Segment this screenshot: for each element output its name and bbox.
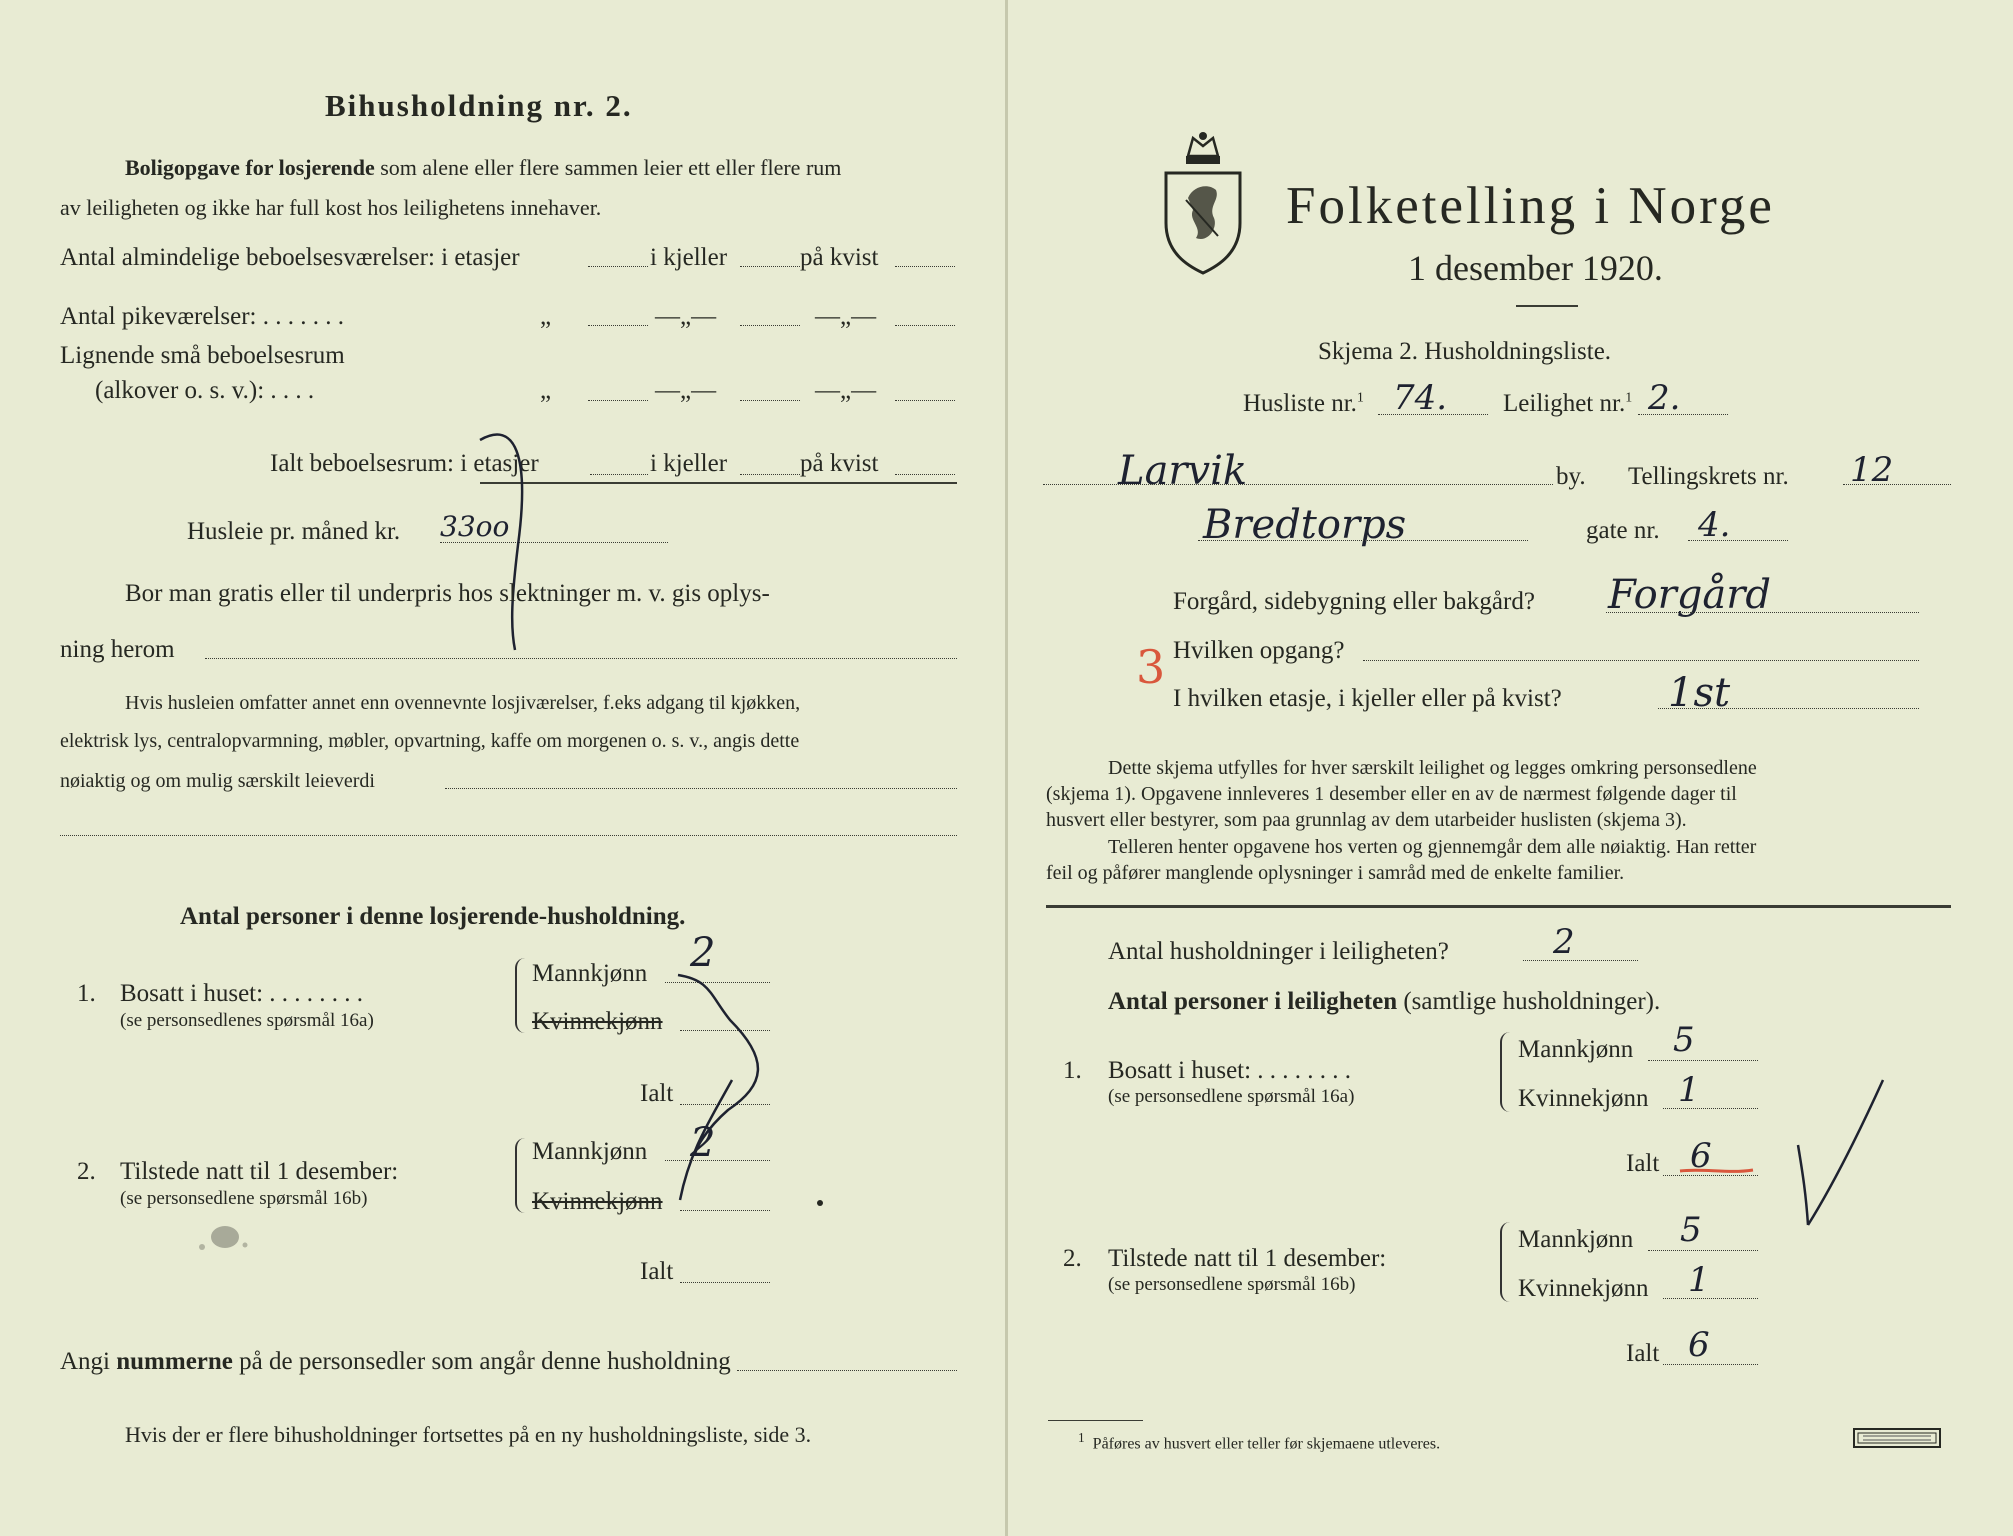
persons-heading bbox=[1108, 988, 1660, 1016]
husliste-label bbox=[1243, 390, 1364, 418]
gate-line bbox=[1688, 540, 1788, 541]
ink-dot bbox=[815, 1198, 825, 1208]
gate-label: gate nr. bbox=[1586, 517, 1660, 544]
pike-line-3 bbox=[895, 325, 955, 326]
left-persons-heading: Antal personer i denne losjerende-husholdning. bbox=[180, 903, 686, 930]
left-q1-brace bbox=[515, 958, 525, 1033]
tellingskrets-label: Tellingskrets nr. bbox=[1628, 463, 1789, 490]
leilighet-text: Leilighet nr. bbox=[1503, 390, 1626, 417]
forgard-value: Forgård bbox=[1608, 572, 1771, 618]
title-separator bbox=[1516, 305, 1578, 307]
right-q1-mann-label: Mannkjønn bbox=[1518, 1036, 1634, 1063]
angi-line bbox=[60, 1348, 731, 1376]
left-q1-number: 1. bbox=[77, 980, 96, 1007]
right-q2-ialt-line bbox=[1663, 1364, 1758, 1365]
footnote bbox=[1078, 1430, 1440, 1453]
left-q1-mann-value: 2 bbox=[690, 930, 716, 976]
right-q1-mann-value: 5 bbox=[1673, 1020, 1695, 1060]
left-q1-kvinne-label: Kvinnekjønn bbox=[532, 1008, 663, 1035]
right-q2-ialt-label: Ialt bbox=[1626, 1340, 1660, 1367]
lign-line-2 bbox=[740, 400, 800, 401]
right-title: Folketelling i Norge bbox=[1286, 177, 1775, 235]
rooms-kvist-label: på kvist bbox=[800, 244, 879, 271]
lign-line-3 bbox=[895, 400, 955, 401]
ialt-label: Ialt beboelsesrum: i etasjer bbox=[270, 450, 539, 477]
ialt-kjeller-line bbox=[740, 474, 800, 475]
intro-line-1 bbox=[125, 155, 841, 181]
lign-line-1 bbox=[588, 400, 648, 401]
leilighet-value: 2. bbox=[1648, 378, 1681, 418]
right-q2-number: 2. bbox=[1063, 1245, 1082, 1272]
pike-ditto-3: —„— bbox=[815, 303, 877, 330]
handwritten-check-mark bbox=[1778, 1075, 1898, 1235]
husliste-value: 74. bbox=[1393, 378, 1448, 418]
handwritten-curve-mark bbox=[650, 950, 780, 1210]
rooms-etasjer-line bbox=[588, 266, 648, 267]
lign-label-1: Lignende små beboelsesrum bbox=[60, 342, 345, 369]
gratis-line-1: Bor man gratis eller til underpris hos slektninger m. v. gis oplys- bbox=[125, 580, 770, 607]
ialt-kjeller-label: i kjeller bbox=[650, 450, 728, 477]
instr-line-2: (skjema 1). Opgavene innleveres 1 desember eller en av de nærmest følgende dager til bbox=[1046, 783, 1737, 805]
footnote-rule bbox=[1048, 1420, 1143, 1421]
instr-line-5: feil og påfører manglende oplysninger i samråd med de enkelte familier. bbox=[1046, 862, 1625, 884]
intro-bold: Boligopgave for losjerende bbox=[125, 155, 375, 180]
lign-ditto-3: —„— bbox=[815, 377, 877, 404]
right-q2-mann-label: Mannkjønn bbox=[1518, 1226, 1634, 1253]
left-q2-sub: (se personsedlene spørsmål 16b) bbox=[120, 1188, 368, 1209]
right-q1-number: 1. bbox=[1063, 1057, 1082, 1084]
angi-bold: nummerne bbox=[116, 1348, 233, 1375]
persons-bold: Antal personer i leiligheten bbox=[1108, 988, 1398, 1015]
tellingskrets-line bbox=[1843, 484, 1951, 485]
left-title: Bihusholdning nr. 2. bbox=[325, 88, 633, 123]
street-line bbox=[1198, 540, 1528, 541]
instr-divider bbox=[1046, 905, 1951, 908]
husliste-text: Husliste nr. bbox=[1243, 390, 1357, 417]
opgang-line bbox=[1363, 660, 1919, 661]
leilighet-label bbox=[1503, 390, 1632, 418]
omfatter-line-b bbox=[60, 835, 957, 836]
right-q2-label: Tilstede natt til 1 desember: bbox=[1108, 1245, 1387, 1272]
right-q2-kvinne-value: 1 bbox=[1688, 1260, 1710, 1300]
instr-line-4: Telleren henter opgavene hos verten og gjennemgår dem alle nøiaktig. Han retter bbox=[1108, 836, 1757, 858]
etasje-value: 1st bbox=[1668, 670, 1731, 716]
right-q1-ialt-label: Ialt bbox=[1626, 1150, 1660, 1177]
left-q1-label: Bosatt i huset: . . . . . . . . bbox=[120, 980, 364, 1007]
right-q1-brace bbox=[1500, 1032, 1510, 1112]
street-value: Bredtorps bbox=[1203, 502, 1407, 548]
handwritten-bracket-mark bbox=[470, 425, 560, 655]
city-line bbox=[1043, 484, 1553, 485]
pike-line-2 bbox=[740, 325, 800, 326]
omfatter-line-a bbox=[445, 788, 957, 789]
margin-mark-red: 3 bbox=[1136, 640, 1166, 694]
right-q1-ialt-value: 6 bbox=[1690, 1136, 1712, 1176]
ialt-kvist-line bbox=[895, 474, 955, 475]
hush-value: 2 bbox=[1553, 922, 1575, 962]
intro-line-2: av leiligheten og ikke har full kost hos leilighetens innehaver. bbox=[60, 195, 602, 220]
hush-label: Antal husholdninger i leiligheten? bbox=[1108, 938, 1449, 965]
gratis-line-2: ning herom bbox=[60, 636, 175, 663]
lign-label-2: (alkover o. s. v.): . . . . bbox=[95, 377, 315, 404]
ink-smudge bbox=[190, 1215, 260, 1265]
lign-ditto: „ bbox=[540, 377, 552, 404]
left-q1-sub: (se personsedlenes spørsmål 16a) bbox=[120, 1010, 374, 1031]
hush-line bbox=[1523, 960, 1638, 961]
leilighet-line bbox=[1638, 414, 1728, 415]
right-q2-kvinne-label: Kvinnekjønn bbox=[1518, 1275, 1649, 1302]
left-q2-mann-line bbox=[665, 1160, 770, 1161]
right-q2-kvinne-line bbox=[1663, 1298, 1758, 1299]
husliste-line bbox=[1378, 414, 1488, 415]
gratis-line bbox=[205, 658, 957, 659]
rooms-label: Antal almindelige beboelsesværelser: i etasjer bbox=[60, 244, 520, 271]
ialt-etasjer-line bbox=[590, 474, 648, 475]
omfatter-line-3: nøiaktig og om mulig særskilt leieverdi bbox=[60, 770, 375, 792]
left-q2-mann-value: 2 bbox=[690, 1120, 716, 1166]
pike-line-1 bbox=[588, 325, 648, 326]
right-q1-kvinne-value: 1 bbox=[1678, 1070, 1700, 1110]
left-q2-brace bbox=[515, 1138, 525, 1213]
right-q2-sub: (se personsedlene spørsmål 16b) bbox=[1108, 1274, 1356, 1295]
right-q2-mann-value: 5 bbox=[1680, 1210, 1702, 1250]
left-q2-mann-label: Mannkjønn bbox=[532, 1138, 648, 1165]
forgard-label: Forgård, sidebygning eller bakgård? bbox=[1173, 588, 1535, 615]
left-q2-ialt-label: Ialt bbox=[640, 1258, 674, 1285]
omfatter-line-1: Hvis husleien omfatter annet enn ovennevnte losjiværelser, f.eks adgang til kjøkken, bbox=[125, 692, 801, 714]
right-q1-sub: (se personsedlene spørsmål 16a) bbox=[1108, 1086, 1355, 1107]
pike-label: Antal pikeværelser: . . . . . . . bbox=[60, 303, 344, 330]
intro-rest: som alene eller flere sammen leier ett eller flere rum bbox=[380, 155, 842, 180]
footnote-text: Påføres av husvert eller teller før skjemaene utleveres. bbox=[1092, 1435, 1441, 1453]
right-q1-kvinne-line bbox=[1663, 1108, 1758, 1109]
angi-pre: Angi bbox=[60, 1348, 110, 1375]
opgang-label: Hvilken opgang? bbox=[1173, 637, 1345, 664]
rooms-kvist-line bbox=[895, 266, 955, 267]
norwegian-coat-of-arms-icon bbox=[1158, 128, 1248, 278]
right-page-husholdningsliste bbox=[1008, 0, 2013, 1536]
footnote-sup: 1 bbox=[1078, 1430, 1085, 1445]
city-value: Larvik bbox=[1118, 448, 1248, 494]
ialt-kvist-label: på kvist bbox=[800, 450, 879, 477]
etasje-label: I hvilken etasje, i kjeller eller på kvist? bbox=[1173, 685, 1562, 712]
left-q2-ialt-line bbox=[680, 1282, 770, 1283]
forgard-line bbox=[1606, 612, 1919, 613]
etasje-line bbox=[1658, 708, 1919, 709]
right-q1-mann-line bbox=[1648, 1060, 1758, 1061]
husleie-label: Husleie pr. måned kr. bbox=[187, 518, 401, 545]
printer-stamp-icon bbox=[1853, 1428, 1943, 1450]
left-q2-number: 2. bbox=[77, 1158, 96, 1185]
husliste-sup: 1 bbox=[1356, 390, 1364, 406]
right-q2-mann-line bbox=[1648, 1250, 1758, 1251]
left-q2-label: Tilstede natt til 1 desember: bbox=[120, 1158, 399, 1185]
left-q2-kvinne-label: Kvinnekjønn bbox=[532, 1188, 663, 1215]
left-q1-mann-label: Mannkjønn bbox=[532, 960, 648, 987]
rooms-kjeller-line bbox=[740, 266, 800, 267]
pike-ditto: „ bbox=[540, 303, 552, 330]
left-q2-kvinne-line bbox=[680, 1210, 770, 1211]
right-q1-kvinne-label: Kvinnekjønn bbox=[1518, 1085, 1649, 1112]
right-q1-label: Bosatt i huset: . . . . . . . . bbox=[1108, 1057, 1352, 1084]
left-footer: Hvis der er flere bihusholdninger fortsettes på en ny husholdningsliste, side 3. bbox=[125, 1422, 812, 1447]
gate-value: 4. bbox=[1698, 505, 1731, 545]
by-label: by. bbox=[1556, 463, 1586, 490]
pike-ditto-2: —„— bbox=[655, 303, 717, 330]
persons-rest: (samtlige husholdninger). bbox=[1403, 988, 1661, 1015]
omfatter-line-2: elektrisk lys, centralopvarmning, møbler, opvartning, kaffe om morgenen o. s. v., angis dette bbox=[60, 730, 800, 752]
tellingskrets-value: 12 bbox=[1850, 450, 1894, 490]
angi-rest: på de personsedler som angår denne husholdning bbox=[239, 1348, 731, 1375]
leilighet-sup: 1 bbox=[1625, 390, 1633, 406]
right-q2-brace bbox=[1500, 1222, 1510, 1302]
lign-ditto-2: —„— bbox=[655, 377, 717, 404]
instr-line-1: Dette skjema utfylles for hver særskilt leilighet og legges omkring personsedlene bbox=[1108, 757, 1757, 779]
instr-line-3: husvert eller bestyrer, som paa grunnlag av dem utarbeider huslisten (skjema 3). bbox=[1046, 809, 1687, 831]
husleie-value: 33oo bbox=[440, 510, 510, 543]
right-q1-ialt-line bbox=[1663, 1175, 1758, 1176]
right-q2-ialt-value: 6 bbox=[1688, 1325, 1710, 1365]
schema-label: Skjema 2. Husholdningsliste. bbox=[1318, 338, 1612, 365]
rooms-kjeller-label: i kjeller bbox=[650, 244, 728, 271]
left-q1-ialt-label: Ialt bbox=[640, 1080, 674, 1107]
angi-line-dots bbox=[737, 1370, 957, 1371]
right-date: 1 desember 1920. bbox=[1408, 248, 1663, 288]
